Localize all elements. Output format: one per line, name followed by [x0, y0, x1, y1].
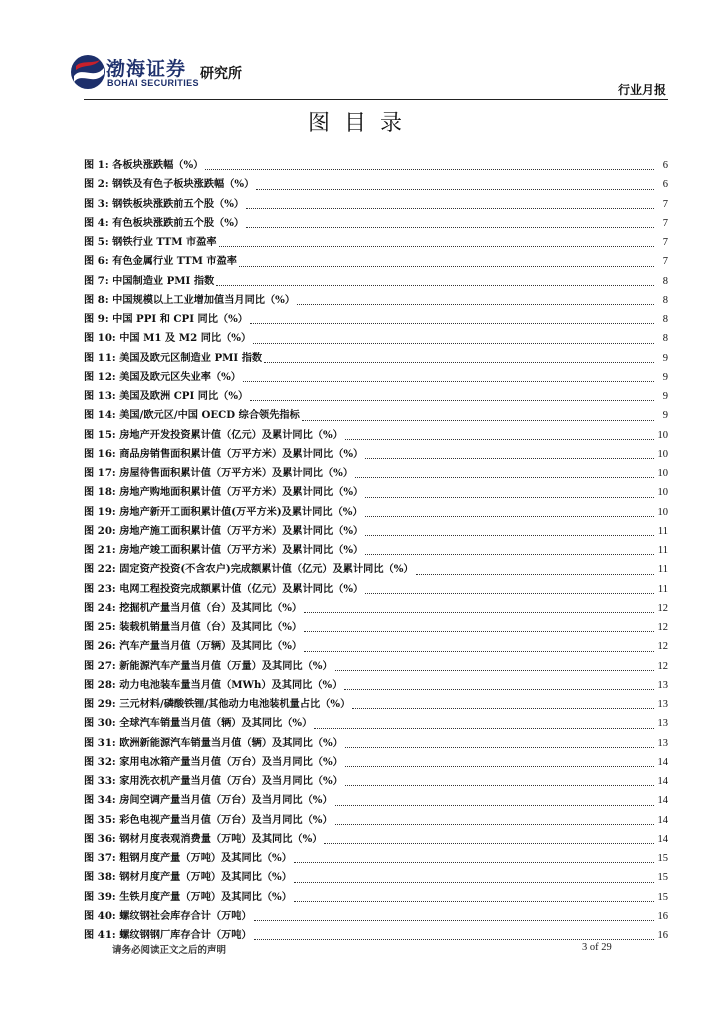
toc-dot-leader	[219, 246, 654, 247]
toc-entry-label	[84, 772, 343, 791]
toc-entry-label	[84, 541, 363, 560]
toc-entry[interactable]	[84, 310, 668, 329]
toc-entry[interactable]	[84, 464, 668, 483]
toc-page-number: 8	[662, 294, 668, 306]
toc-entry[interactable]	[84, 791, 668, 810]
toc-page-number: 16	[657, 930, 668, 941]
toc-entry[interactable]	[84, 329, 668, 348]
toc-entry-label	[84, 676, 342, 695]
toc-figure-title: 电网工程投资完成额累计值（亿元）及累计同比（%）	[119, 582, 364, 595]
toc-figure-number: 图 27:	[84, 659, 116, 672]
toc-dot-leader	[314, 728, 654, 729]
toc-page-number: 12	[657, 641, 668, 653]
toc-page-number: 14	[657, 814, 668, 826]
toc-dot-leader	[335, 824, 654, 825]
toc-figure-title: 房地产竣工面积累计值（万平方米）及累计同比（%）	[119, 544, 364, 556]
toc-page-number: 8	[662, 333, 668, 345]
toc-dot-leader	[324, 843, 654, 844]
toc-figure-title: 钢铁板块涨跌前五个股（%）	[112, 197, 245, 210]
toc-entry-label	[84, 387, 248, 406]
toc-page-number: 8	[662, 314, 668, 325]
toc-entry[interactable]	[84, 753, 668, 772]
toc-dot-leader	[246, 208, 654, 209]
toc-entry-label	[84, 734, 343, 753]
toc-page-number: 15	[657, 853, 668, 864]
toc-figure-title: 生铁月度产量（万吨）及其同比（%）	[119, 890, 292, 903]
toc-entry[interactable]	[84, 811, 668, 830]
toc-page-number: 10	[657, 448, 668, 460]
toc-page-number: 10	[657, 506, 668, 518]
toc-figure-number: 图 25:	[84, 621, 116, 633]
toc-figure-number: 图 40:	[84, 909, 116, 922]
toc-entry[interactable]	[84, 676, 668, 695]
toc-figure-title: 有色金属行业 TTM 市盈率	[112, 255, 237, 268]
toc-figure-title: 钢材月度产量（万吨）及其同比（%）	[119, 871, 292, 884]
toc-entry-label	[84, 907, 252, 926]
toc-entry-label	[84, 349, 262, 368]
toc-entry-label	[84, 310, 248, 329]
toc-entry-label	[84, 252, 237, 271]
toc-page-number: 11	[657, 564, 668, 576]
toc-entry[interactable]	[84, 175, 668, 194]
toc-entry[interactable]	[84, 580, 668, 599]
toc-figure-title: 房屋待售面积累计值（万平方米）及累计同比（%）	[119, 467, 354, 479]
toc-figure-title: 彩色电视产量当月值（万台）及当月同比（%）	[119, 813, 333, 826]
toc-entry[interactable]	[84, 387, 668, 406]
toc-figure-title: 钢铁行业 TTM 市盈率	[112, 236, 217, 248]
toc-entry-label	[84, 714, 312, 733]
toc-figure-number: 图 41:	[84, 929, 116, 941]
toc-entry-label	[84, 156, 203, 175]
toc-dot-leader	[335, 670, 654, 671]
toc-entry[interactable]	[84, 560, 668, 579]
toc-entry-label	[84, 522, 363, 541]
toc-entry-label	[84, 753, 343, 772]
toc-figure-title: 中国制造业 PMI 指数	[112, 274, 215, 287]
toc-entry[interactable]	[84, 541, 668, 560]
toc-dot-leader	[254, 939, 654, 940]
toc-dot-leader	[365, 535, 654, 536]
toc-entry[interactable]	[84, 522, 668, 541]
toc-dot-leader	[355, 477, 654, 478]
toc-figure-number: 图 12:	[84, 370, 116, 383]
toc-entry-label	[84, 291, 295, 310]
toc-dot-leader	[365, 554, 654, 555]
toc-dot-leader	[297, 304, 654, 305]
toc-dot-leader	[250, 323, 654, 324]
toc-figure-title: 欧洲新能源汽车销量当月值（辆）及其同比（%）	[119, 736, 343, 749]
toc-page-number: 12	[657, 622, 668, 633]
toc-figure-number: 图 19:	[84, 505, 116, 518]
toc-entry[interactable]	[84, 888, 668, 907]
toc-figure-number: 图 3:	[84, 197, 109, 210]
toc-dot-leader	[335, 805, 654, 806]
toc-figure-title: 美国及欧洲 CPI 同比（%）	[119, 390, 249, 402]
toc-dot-leader	[416, 574, 654, 575]
toc-page-number: 12	[657, 660, 668, 672]
toc-entry[interactable]	[84, 445, 668, 464]
toc-dot-leader	[365, 458, 654, 459]
toc-figure-number: 图 20:	[84, 524, 116, 537]
toc-figure-number: 图 4:	[84, 216, 109, 229]
toc-dot-leader	[294, 882, 654, 883]
toc-figure-title: 钢材月度表观消费量（万吨）及其同比（%）	[119, 832, 323, 845]
toc-figure-title: 中国 PPI 和 CPI 同比（%）	[112, 313, 248, 325]
toc-entry-label	[84, 888, 292, 907]
toc-page-number: 11	[657, 583, 668, 595]
toc-entry[interactable]	[84, 156, 668, 175]
disclaimer-note: 请务必阅读正文之后的声明	[112, 945, 227, 956]
toc-figure-title: 房地产购地面积累计值（万平方米）及累计同比（%）	[119, 486, 364, 499]
toc-figure-title: 粗钢月度产量（万吨）及其同比（%）	[119, 852, 292, 864]
toc-page-number: 10	[657, 429, 668, 441]
brand-name-en: BOHAI SECURITIES	[107, 78, 199, 88]
toc-figure-title: 美国及欧元区失业率（%）	[119, 370, 241, 383]
toc-dot-leader	[302, 420, 654, 421]
toc-page-number: 11	[657, 525, 668, 537]
toc-dot-leader	[365, 497, 654, 498]
toc-dot-leader	[216, 285, 654, 286]
toc-figure-title: 螺纹钢钢厂库存合计（万吨）	[119, 929, 252, 941]
toc-entry[interactable]	[84, 637, 668, 656]
toc-dot-leader	[345, 747, 654, 748]
toc-figure-number: 图 33:	[84, 775, 116, 787]
toc-entry-label	[84, 811, 333, 830]
toc-page-number: 14	[657, 776, 668, 787]
toc-figure-number: 图 13:	[84, 390, 116, 402]
toc-entry-label	[84, 849, 292, 868]
toc-page-number: 6	[662, 179, 668, 191]
toc-figure-title: 新能源汽车产量当月值（万量）及其同比（%）	[119, 659, 333, 672]
toc-figure-number: 图 31:	[84, 736, 116, 749]
toc-entry-label	[84, 195, 244, 214]
toc-figure-number: 图 38:	[84, 871, 116, 884]
toc-figure-number: 图 15:	[84, 428, 116, 441]
toc-figure-number: 图 21:	[84, 544, 116, 556]
toc-figure-title: 装载机销量当月值（台）及其同比（%）	[119, 621, 303, 633]
toc-page-number: 13	[657, 718, 668, 730]
toc-entry[interactable]	[84, 272, 668, 291]
toc-page-number: 14	[657, 795, 668, 807]
toc-entry[interactable]	[84, 695, 668, 714]
toc-figure-title: 钢铁及有色子板块涨跌幅（%）	[112, 178, 255, 191]
toc-entry-label	[84, 329, 251, 348]
toc-figure-number: 图 8:	[84, 293, 109, 306]
toc-entry-label	[84, 445, 363, 464]
toc-figure-title: 房地产新开工面积累计值(万平方米)及累计同比（%）	[119, 505, 363, 518]
brand-name-cn: 渤海证券	[106, 58, 187, 80]
toc-figure-number: 图 37:	[84, 852, 116, 864]
toc-page-number: 9	[662, 391, 668, 402]
toc-entry-label	[84, 580, 363, 599]
toc-entry-label	[84, 791, 333, 810]
bohai-logo-icon	[68, 52, 108, 92]
toc-figure-title: 房地产开发投资累计值（亿元）及累计同比（%）	[119, 428, 343, 441]
toc-page-number: 9	[662, 352, 668, 364]
toc-figure-number: 图 30:	[84, 717, 116, 730]
toc-entry[interactable]	[84, 599, 668, 618]
report-type-label: 行业月报	[617, 83, 666, 97]
page-number: 3 of 29	[582, 942, 612, 953]
toc-dot-leader	[205, 169, 654, 170]
toc-figure-number: 图 23:	[84, 582, 116, 595]
toc-figure-number: 图 2:	[84, 178, 109, 191]
toc-figure-number: 图 10:	[84, 332, 116, 345]
toc-figure-number: 图 18:	[84, 486, 116, 499]
toc-figure-number: 图 17:	[84, 467, 116, 479]
toc-entry[interactable]	[84, 503, 668, 522]
toc-entry-label	[84, 637, 302, 656]
toc-page-number: 13	[657, 679, 668, 691]
toc-page-number: 7	[662, 198, 668, 210]
toc-dot-leader	[365, 516, 654, 517]
toc-entry[interactable]	[84, 772, 668, 791]
header-divider	[84, 99, 668, 100]
toc-entry-label	[84, 214, 244, 233]
toc-entry[interactable]	[84, 483, 668, 502]
toc-figure-number: 图 6:	[84, 255, 109, 268]
toc-entry[interactable]	[84, 907, 668, 926]
toc-figure-title: 各板块涨跌幅（%）	[112, 159, 204, 171]
toc-figure-number: 图 11:	[84, 351, 116, 364]
toc-page-number: 15	[657, 891, 668, 903]
toc-entry[interactable]	[84, 406, 668, 425]
toc-entry[interactable]	[84, 195, 668, 214]
toc-dot-leader	[254, 920, 654, 921]
toc-dot-leader	[294, 862, 654, 863]
toc-entry[interactable]	[84, 849, 668, 868]
figure-list	[84, 156, 668, 945]
toc-figure-number: 图 24:	[84, 601, 116, 614]
toc-figure-number: 图 29:	[84, 698, 116, 710]
page-footer	[112, 942, 668, 962]
toc-page-number: 10	[657, 468, 668, 479]
toc-page-number: 11	[657, 545, 668, 556]
toc-page-number: 8	[662, 275, 668, 287]
toc-page-number: 7	[662, 237, 668, 248]
toc-entry[interactable]	[84, 657, 668, 676]
toc-page-number: 7	[662, 256, 668, 268]
toc-entry-label	[84, 695, 350, 714]
toc-page-number: 6	[662, 160, 668, 171]
toc-dot-leader	[304, 612, 654, 613]
toc-entry-label	[84, 868, 292, 887]
toc-figure-title: 三元材料/磷酸铁锂/其他动力电池装机量占比（%）	[119, 698, 351, 710]
toc-figure-title: 美国及欧元区制造业 PMI 指数	[119, 351, 263, 364]
toc-entry[interactable]	[84, 291, 668, 310]
toc-figure-title: 有色板块涨跌前五个股（%）	[112, 216, 245, 229]
toc-figure-title: 动力电池装车量当月值（MWh）及其同比（%）	[119, 678, 343, 691]
toc-dot-leader	[365, 593, 654, 594]
toc-figure-title: 商品房销售面积累计值（万平方米）及累计同比（%）	[119, 447, 364, 460]
toc-dot-leader	[345, 785, 654, 786]
toc-page-number: 12	[657, 602, 668, 614]
toc-figure-number: 图 39:	[84, 890, 116, 903]
toc-entry[interactable]	[84, 252, 668, 271]
toc-entry[interactable]	[84, 368, 668, 387]
toc-figure-number: 图 36:	[84, 832, 116, 845]
toc-page-number: 15	[657, 872, 668, 884]
toc-figure-number: 图 1:	[84, 159, 109, 171]
toc-figure-title: 美国/欧元区/中国 OECD 综合领先指标	[119, 409, 300, 422]
toc-figure-number: 图 34:	[84, 794, 116, 807]
toc-dot-leader	[304, 631, 654, 632]
toc-dot-leader	[250, 400, 654, 401]
toc-page-number: 14	[657, 833, 668, 845]
toc-page-number: 10	[657, 487, 668, 499]
toc-figure-title: 挖掘机产量当月值（台）及其同比（%）	[119, 601, 303, 614]
toc-page-number: 13	[657, 737, 668, 749]
toc-entry-label	[84, 175, 254, 194]
toc-figure-title: 房间空调产量当月值（万台）及当月同比（%）	[119, 794, 333, 807]
toc-page-number: 9	[662, 410, 668, 422]
toc-page-number: 16	[657, 910, 668, 922]
toc-dot-leader	[344, 689, 654, 690]
toc-entry[interactable]	[84, 868, 668, 887]
toc-dot-leader	[345, 439, 654, 440]
toc-figure-number: 图 7:	[84, 274, 109, 287]
toc-dot-leader	[345, 766, 654, 767]
toc-page-number: 7	[662, 217, 668, 229]
toc-figure-title: 家用洗衣机产量当月值（万台）及当月同比（%）	[119, 775, 343, 787]
institute-label: 研究所	[200, 66, 242, 82]
toc-entry-label	[84, 618, 302, 637]
toc-entry[interactable]	[84, 714, 668, 733]
toc-entry-label	[84, 426, 343, 445]
toc-dot-leader	[243, 381, 654, 382]
toc-entry[interactable]	[84, 618, 668, 637]
toc-entry[interactable]	[84, 349, 668, 368]
toc-entry[interactable]	[84, 830, 668, 849]
toc-entry[interactable]	[84, 233, 668, 252]
toc-entry-label	[84, 233, 217, 252]
toc-figure-title: 固定资产投资(不含农户)完成额累计值（亿元）及累计同比（%）	[119, 563, 414, 576]
toc-figure-number: 图 32:	[84, 755, 116, 768]
toc-dot-leader	[246, 227, 654, 228]
toc-entry-label	[84, 503, 363, 522]
toc-entry-label	[84, 368, 241, 387]
toc-dot-leader	[253, 343, 654, 344]
toc-entry-label	[84, 406, 300, 425]
toc-figure-title: 中国 M1 及 M2 同比（%）	[119, 332, 252, 345]
toc-figure-number: 图 5:	[84, 236, 109, 248]
toc-entry[interactable]	[84, 214, 668, 233]
page-title: 图目录	[307, 111, 416, 136]
toc-dot-leader	[239, 266, 654, 267]
toc-figure-number: 图 28:	[84, 678, 116, 691]
toc-figure-title: 中国规模以上工业增加值当月同比（%）	[112, 293, 296, 306]
toc-entry-label	[84, 483, 363, 502]
toc-figure-number: 图 16:	[84, 447, 116, 460]
toc-figure-number: 图 26:	[84, 640, 116, 653]
toc-dot-leader	[294, 901, 654, 902]
toc-page-number: 13	[657, 699, 668, 710]
toc-figure-title: 房地产施工面积累计值（万平方米）及累计同比（%）	[119, 524, 364, 537]
toc-entry[interactable]	[84, 734, 668, 753]
toc-page-number: 14	[657, 756, 668, 768]
toc-entry-label	[84, 830, 322, 849]
toc-figure-title: 汽车产量当月值（万辆）及其同比（%）	[119, 640, 303, 653]
toc-dot-leader	[264, 362, 654, 363]
toc-dot-leader	[256, 189, 654, 190]
toc-figure-title: 全球汽车销量当月值（辆）及其同比（%）	[119, 717, 313, 730]
toc-figure-number: 图 22:	[84, 563, 116, 576]
toc-figure-number: 图 9:	[84, 313, 109, 325]
toc-entry-label	[84, 464, 353, 483]
page-header	[66, 44, 670, 100]
toc-entry-label	[84, 657, 333, 676]
toc-figure-title: 家用电冰箱产量当月值（万台）及当月同比（%）	[119, 755, 343, 768]
toc-figure-number: 图 14:	[84, 409, 116, 422]
toc-dot-leader	[352, 708, 654, 709]
toc-page-number: 9	[662, 371, 668, 383]
toc-figure-number: 图 35:	[84, 813, 116, 826]
toc-entry-label	[84, 272, 214, 291]
toc-entry-label	[84, 560, 414, 579]
toc-dot-leader	[304, 651, 654, 652]
toc-entry[interactable]	[84, 426, 668, 445]
toc-entry-label	[84, 599, 302, 618]
toc-figure-title: 螺纹钢社会库存合计（万吨）	[119, 909, 252, 922]
